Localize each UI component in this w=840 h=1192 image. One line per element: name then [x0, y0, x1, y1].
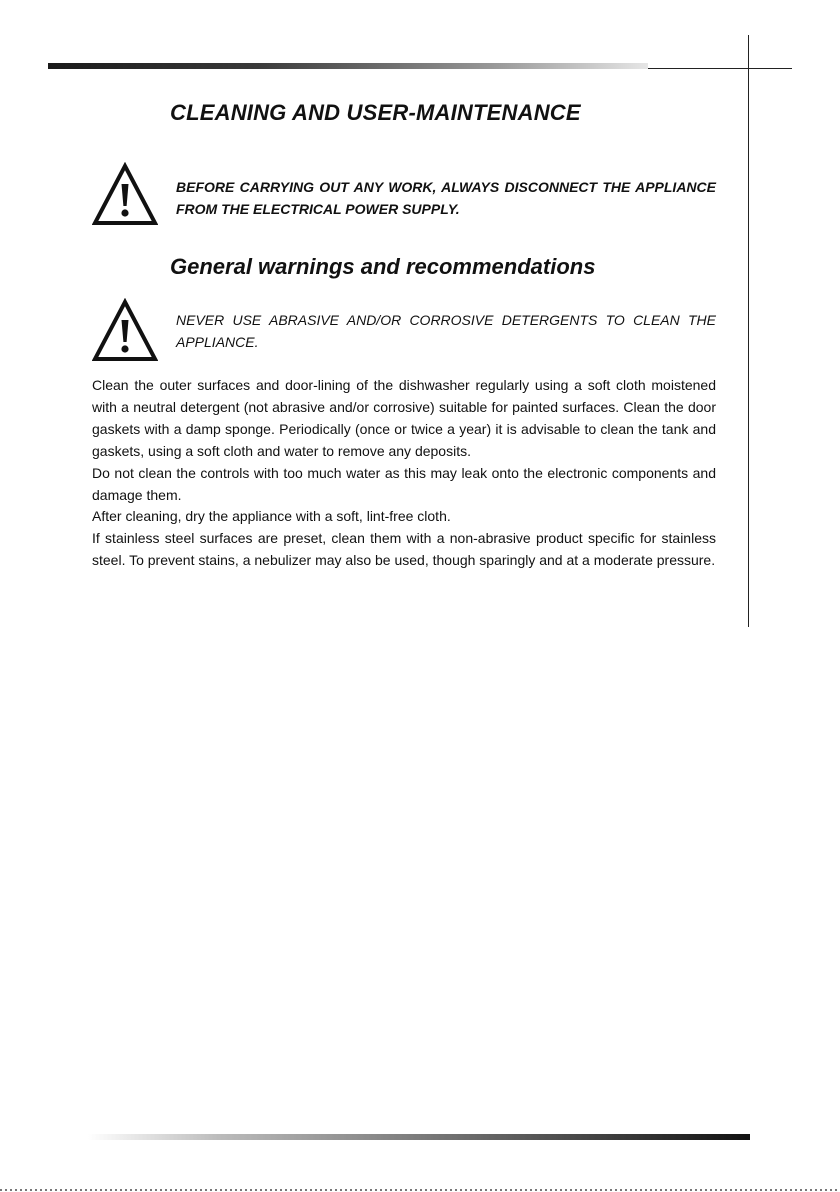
warning-triangle-icon — [92, 162, 158, 226]
footer-gradient-bar — [88, 1134, 750, 1140]
paragraph: Clean the outer surfaces and door-lining of the dishwasher regularly using a soft cloth moistened with a neutral detergent (not abrasive and/or corrosive) suitable for painted surfaces. Clean the door gaskets with a damp sponge. Periodically (once or twice a year) it is advisable to clean the tank and gaskets, using a soft cloth and water to remove any deposits. — [92, 377, 716, 459]
section-subtitle: General warnings and recommendations — [170, 254, 596, 279]
header-rule-line — [648, 68, 792, 69]
warning-detergents-text: NEVER USE ABRASIVE AND/OR CORROSIVE DETERGENTS TO CLEAN THE APPLIANCE. — [176, 312, 716, 350]
body-text — [92, 375, 716, 572]
footer-dotted-line — [0, 1189, 840, 1191]
warning-power-text: BEFORE CARRYING OUT ANY WORK, ALWAYS DISCONNECT THE APPLIANCE FROM THE ELECTRICAL POWER SUPPLY. — [176, 179, 716, 217]
page-title: CLEANING AND USER-MAINTENANCE — [170, 100, 581, 125]
paragraph: Do not clean the controls with too much water as this may leak onto the electronic components and damage them. — [92, 464, 716, 503]
header-gradient-bar — [48, 63, 648, 69]
paragraph: After cleaning, dry the appliance with a soft, lint-free cloth. — [92, 508, 451, 525]
crop-mark-vertical — [748, 35, 749, 627]
paragraph: If stainless steel surfaces are preset, clean them with a non-abrasive product specific for stainless steel. To prevent stains, a nebulizer may also be used, though sparingly and at a moderate pressure. — [92, 530, 716, 569]
warning-triangle-icon — [92, 298, 158, 362]
